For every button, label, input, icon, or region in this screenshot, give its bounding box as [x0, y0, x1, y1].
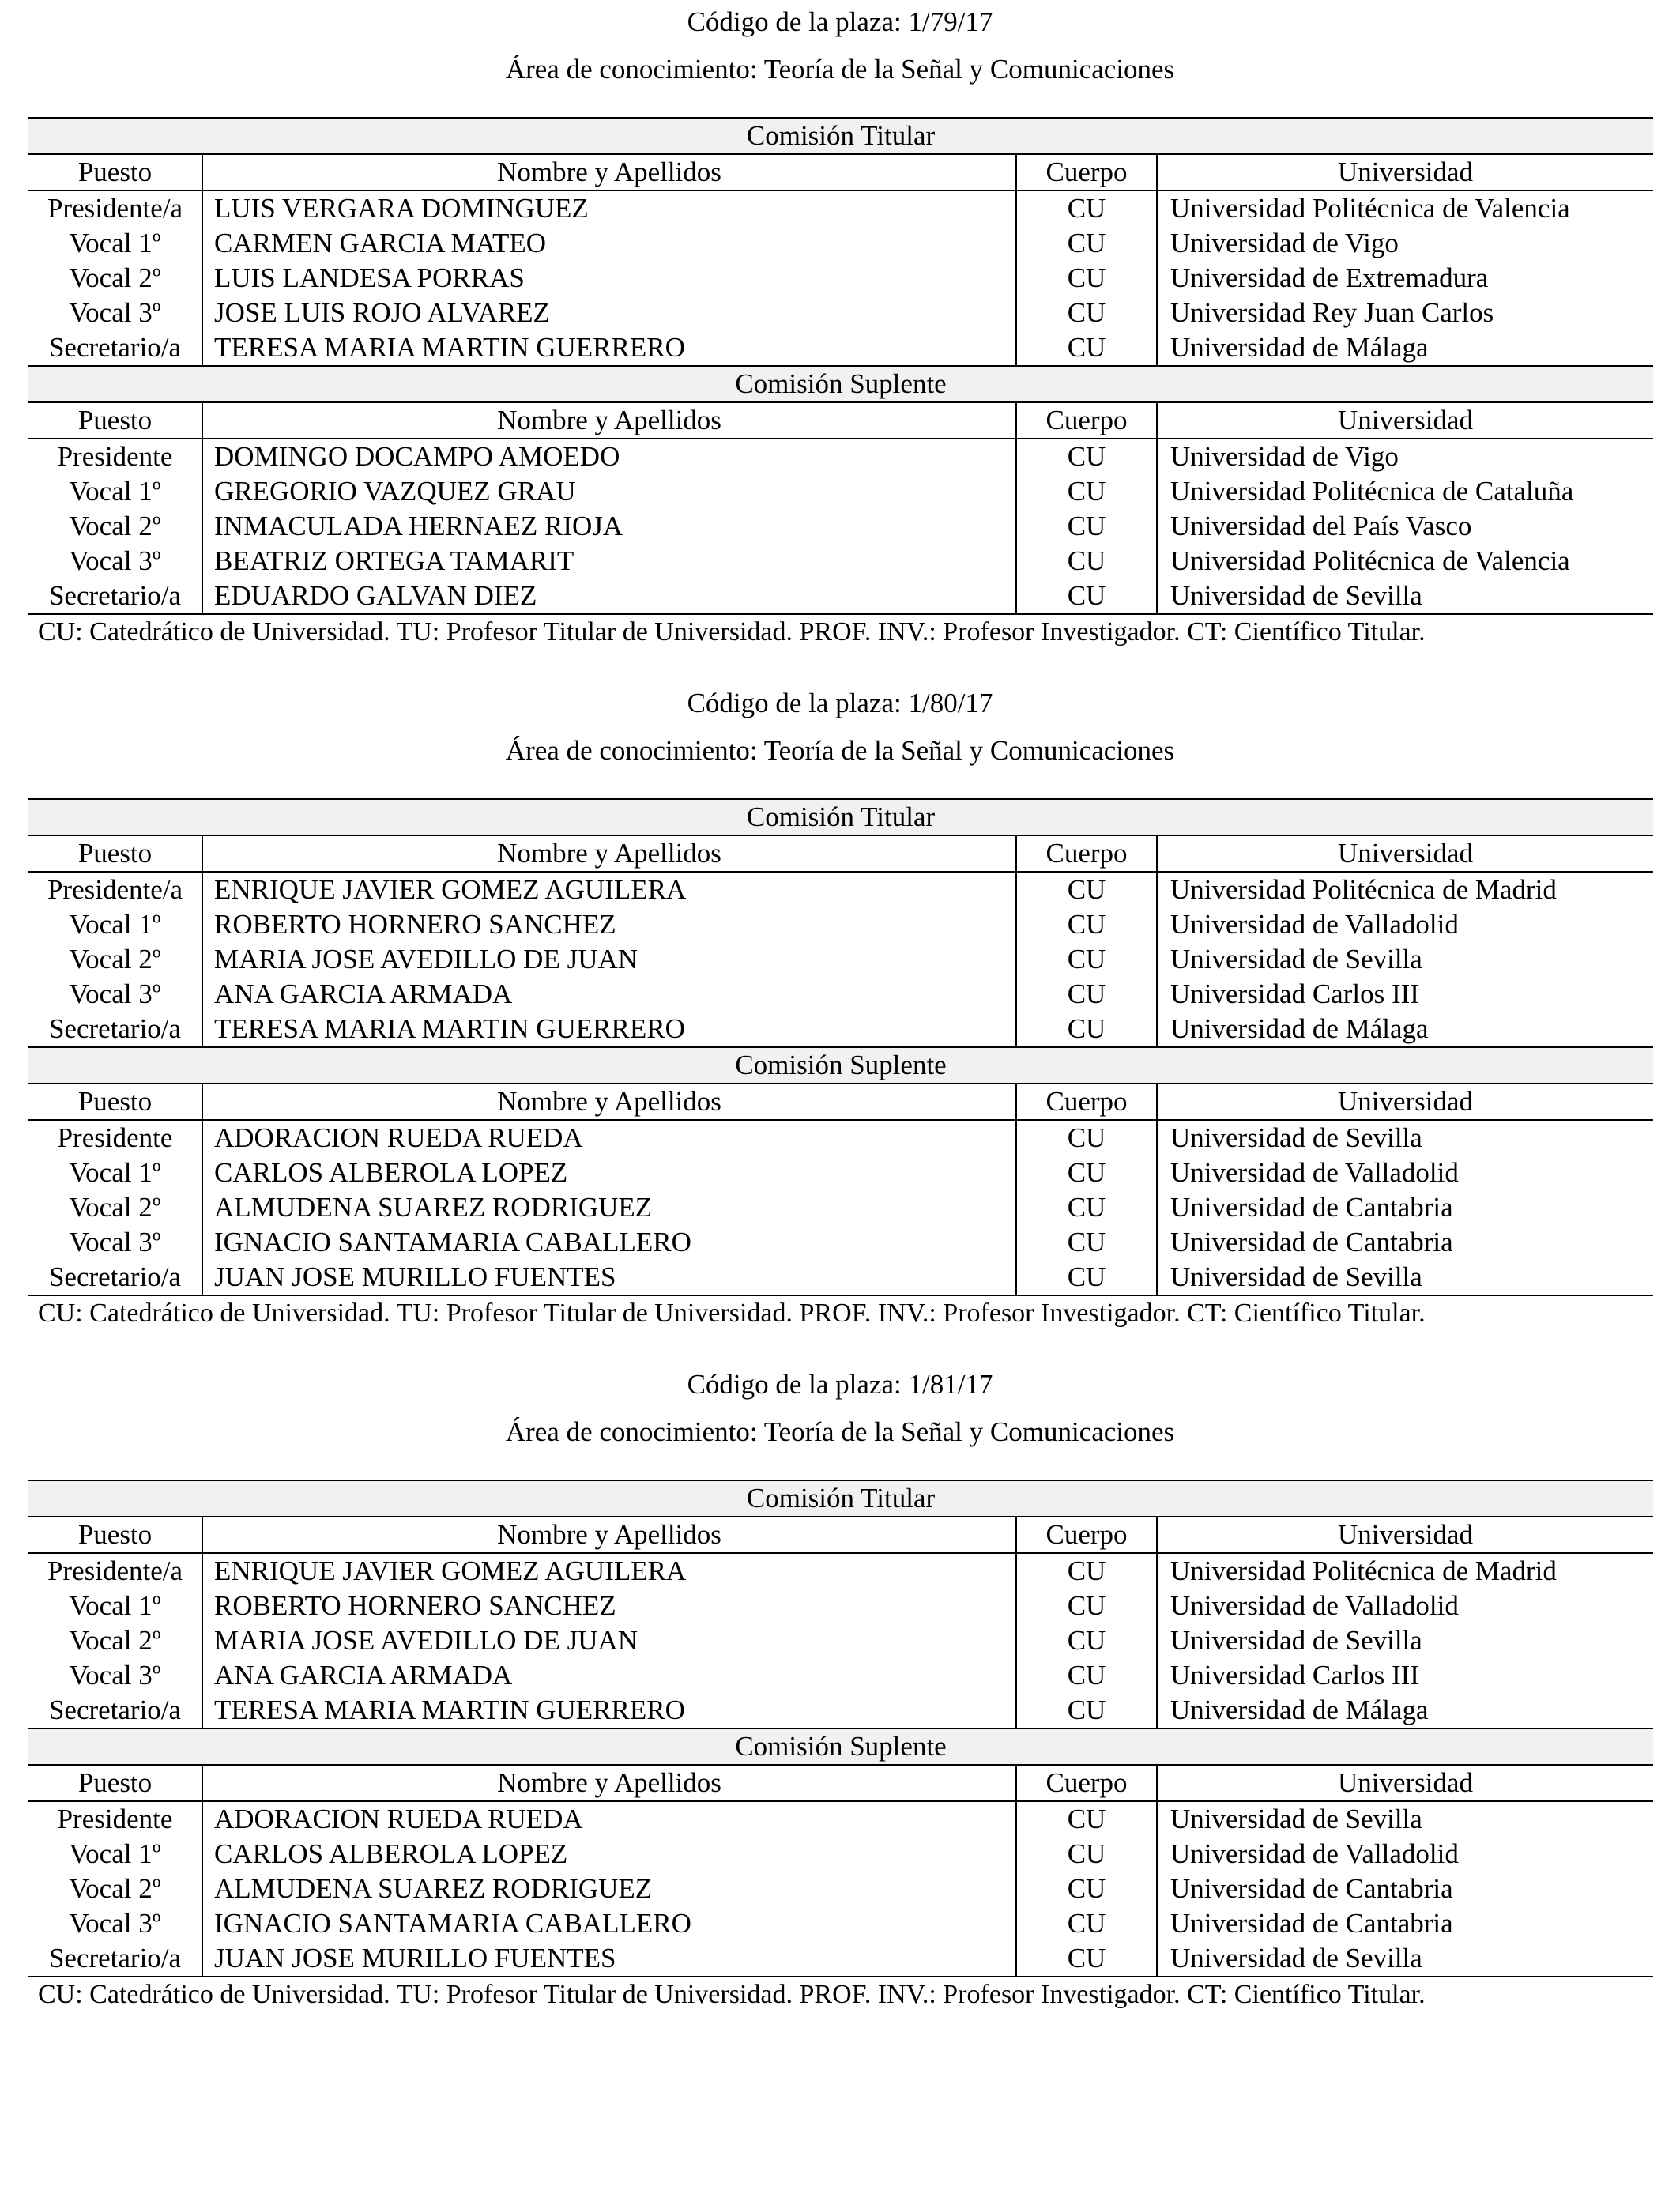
column-header-row [28, 402, 1653, 439]
member-nombre: BEATRIZ ORTEGA TAMARIT [202, 544, 1016, 579]
member-universidad: Universidad de Sevilla [1170, 1804, 1422, 1834]
table-row [28, 1906, 1653, 1941]
member-universidad: Universidad de Cantabria [1170, 1227, 1453, 1257]
member-nombre: ALMUDENA SUAREZ RODRIGUEZ [202, 1872, 1016, 1906]
member-nombre: EDUARDO GALVAN DIEZ [202, 579, 1016, 614]
table-row [28, 1801, 1653, 1837]
member-universidad: Universidad de Sevilla [1170, 1122, 1422, 1153]
table-row [28, 942, 1653, 977]
member-puesto: Vocal 2º [28, 1190, 202, 1225]
column-header-universidad: Universidad [1157, 1765, 1653, 1801]
member-nombre: DOMINGO DOCAMPO AMOEDO [202, 439, 1016, 474]
member-nombre: ADORACION RUEDA RUEDA [202, 1120, 1016, 1155]
area-conocimiento: Área de conocimiento: Teoría de la Señal y Comunicaciones [505, 54, 1175, 85]
member-universidad: Universidad Rey Juan Carlos [1170, 297, 1494, 328]
member-nombre: LUIS VERGARA DOMINGUEZ [202, 190, 1016, 226]
column-header-cuerpo: Cuerpo [1016, 154, 1157, 190]
member-universidad: Universidad Politécnica de Cataluña [1170, 476, 1574, 507]
table-row [28, 1658, 1653, 1693]
member-puesto: Presidente/a [28, 1553, 202, 1589]
member-nombre: TERESA MARIA MARTIN GUERRERO [202, 1693, 1016, 1728]
member-nombre: ALMUDENA SUAREZ RODRIGUEZ [202, 1190, 1016, 1225]
member-universidad: Universidad de Málaga [1170, 332, 1429, 363]
column-header-puesto: Puesto [28, 402, 202, 439]
member-puesto: Secretario/a [28, 330, 202, 366]
member-puesto: Secretario/a [28, 1260, 202, 1295]
column-header-row [28, 1084, 1653, 1120]
member-puesto: Secretario/a [28, 579, 202, 614]
column-header-puesto: Puesto [28, 835, 202, 872]
table-row [28, 1693, 1653, 1728]
member-universidad: Universidad de Sevilla [1170, 580, 1422, 611]
member-universidad: Universidad de Cantabria [1170, 1908, 1453, 1939]
footnote-text: CU: Catedrático de Universidad. TU: Profesor Titular de Universidad. PROF. INV.: Profesor Investigador. CT: Científico Titular. [28, 1977, 1653, 2012]
member-cuerpo: CU [1016, 509, 1157, 544]
footnote-text: CU: Catedrático de Universidad. TU: Profesor Titular de Universidad. PROF. INV.: Profesor Investigador. CT: Científico Titular. [28, 614, 1653, 650]
member-universidad: Universidad Carlos III [1170, 1660, 1419, 1691]
member-nombre: TERESA MARIA MARTIN GUERRERO [202, 330, 1016, 366]
table-row [28, 1837, 1653, 1872]
column-header-puesto: Puesto [28, 1765, 202, 1801]
member-nombre: JOSE LUIS ROJO ALVAREZ [202, 296, 1016, 330]
member-nombre: MARIA JOSE AVEDILLO DE JUAN [202, 1623, 1016, 1658]
member-cuerpo: CU [1016, 1190, 1157, 1225]
member-cuerpo: CU [1016, 1225, 1157, 1260]
member-universidad: Universidad de Valladolid [1170, 1157, 1459, 1188]
member-universidad: Universidad Politécnica de Valencia [1170, 545, 1570, 576]
member-cuerpo: CU [1016, 1012, 1157, 1047]
member-cuerpo: CU [1016, 439, 1157, 474]
member-cuerpo: CU [1016, 872, 1157, 907]
table-row [28, 1553, 1653, 1589]
column-header-universidad: Universidad [1157, 402, 1653, 439]
member-cuerpo: CU [1016, 1837, 1157, 1872]
member-puesto: Presidente [28, 439, 202, 474]
member-cuerpo: CU [1016, 226, 1157, 261]
member-nombre: JUAN JOSE MURILLO FUENTES [202, 1260, 1016, 1295]
column-header-puesto: Puesto [28, 154, 202, 190]
table-row [28, 907, 1653, 942]
member-cuerpo: CU [1016, 1872, 1157, 1906]
member-cuerpo: CU [1016, 190, 1157, 226]
column-header-cuerpo: Cuerpo [1016, 1517, 1157, 1553]
member-nombre: GREGORIO VAZQUEZ GRAU [202, 474, 1016, 509]
comision-table [28, 117, 1653, 650]
area-conocimiento: Área de conocimiento: Teoría de la Señal y Comunicaciones [505, 1416, 1175, 1447]
member-cuerpo: CU [1016, 907, 1157, 942]
member-universidad: Universidad de Sevilla [1170, 1625, 1422, 1656]
table-row [28, 190, 1653, 226]
member-cuerpo: CU [1016, 942, 1157, 977]
comision-suplente-label: Comisión Suplente [28, 366, 1653, 402]
member-cuerpo: CU [1016, 1155, 1157, 1190]
member-nombre: CARMEN GARCIA MATEO [202, 226, 1016, 261]
column-header-universidad: Universidad [1157, 835, 1653, 872]
member-cuerpo: CU [1016, 544, 1157, 579]
table-row [28, 474, 1653, 509]
column-header-cuerpo: Cuerpo [1016, 402, 1157, 439]
member-puesto: Vocal 3º [28, 1658, 202, 1693]
table-row [28, 1155, 1653, 1190]
comision-suplente-header [28, 366, 1653, 402]
member-cuerpo: CU [1016, 1658, 1157, 1693]
comision-suplente-header [28, 1728, 1653, 1765]
footnote-row [28, 1295, 1653, 1331]
comision-titular-header [28, 118, 1653, 154]
table-row [28, 1589, 1653, 1623]
column-header-puesto: Puesto [28, 1517, 202, 1553]
member-universidad: Universidad Politécnica de Madrid [1170, 874, 1557, 905]
table-row [28, 1260, 1653, 1295]
column-header-universidad: Universidad [1157, 1517, 1653, 1553]
member-nombre: ROBERTO HORNERO SANCHEZ [202, 907, 1016, 942]
area-conocimiento: Área de conocimiento: Teoría de la Señal y Comunicaciones [505, 735, 1175, 766]
member-puesto: Vocal 3º [28, 1906, 202, 1941]
column-header-cuerpo: Cuerpo [1016, 835, 1157, 872]
member-universidad: Universidad de Málaga [1170, 1695, 1429, 1725]
table-row [28, 977, 1653, 1012]
comision-titular-label: Comisión Titular [28, 118, 1653, 154]
column-header-row [28, 835, 1653, 872]
member-cuerpo: CU [1016, 296, 1157, 330]
codigo-plaza: Código de la plaza: 1/79/17 [687, 6, 993, 37]
member-puesto: Vocal 2º [28, 942, 202, 977]
member-cuerpo: CU [1016, 261, 1157, 296]
table-row [28, 1012, 1653, 1047]
table-row [28, 1120, 1653, 1155]
column-header-nombre: Nombre y Apellidos [202, 402, 1016, 439]
member-cuerpo: CU [1016, 1553, 1157, 1589]
table-row [28, 439, 1653, 474]
footnote-row [28, 1977, 1653, 2012]
member-nombre: TERESA MARIA MARTIN GUERRERO [202, 1012, 1016, 1047]
footnote-row [28, 614, 1653, 650]
member-puesto: Vocal 1º [28, 907, 202, 942]
column-header-row [28, 154, 1653, 190]
member-nombre: CARLOS ALBEROLA LOPEZ [202, 1155, 1016, 1190]
member-nombre: INMACULADA HERNAEZ RIOJA [202, 509, 1016, 544]
member-universidad: Universidad de Valladolid [1170, 1590, 1459, 1621]
member-puesto: Vocal 1º [28, 226, 202, 261]
member-puesto: Vocal 2º [28, 261, 202, 296]
member-puesto: Vocal 1º [28, 1155, 202, 1190]
table-row [28, 296, 1653, 330]
member-universidad: Universidad Politécnica de Valencia [1170, 193, 1570, 224]
column-header-cuerpo: Cuerpo [1016, 1084, 1157, 1120]
column-header-nombre: Nombre y Apellidos [202, 1765, 1016, 1801]
comision-suplente-header [28, 1047, 1653, 1084]
member-puesto: Vocal 3º [28, 544, 202, 579]
member-puesto: Vocal 1º [28, 474, 202, 509]
member-cuerpo: CU [1016, 1906, 1157, 1941]
member-puesto: Vocal 2º [28, 1872, 202, 1906]
comision-table [28, 1480, 1653, 2012]
table-row [28, 330, 1653, 366]
member-universidad: Universidad de Valladolid [1170, 909, 1459, 940]
member-cuerpo: CU [1016, 1589, 1157, 1623]
comision-titular-header [28, 799, 1653, 835]
member-universidad: Universidad de Sevilla [1170, 1943, 1422, 1973]
member-cuerpo: CU [1016, 1941, 1157, 1977]
member-cuerpo: CU [1016, 1260, 1157, 1295]
member-universidad: Universidad del País Vasco [1170, 511, 1472, 541]
member-universidad: Universidad de Cantabria [1170, 1873, 1453, 1904]
table-row [28, 226, 1653, 261]
member-nombre: ANA GARCIA ARMADA [202, 1658, 1016, 1693]
member-cuerpo: CU [1016, 977, 1157, 1012]
column-header-puesto: Puesto [28, 1084, 202, 1120]
column-header-nombre: Nombre y Apellidos [202, 154, 1016, 190]
member-puesto: Vocal 2º [28, 509, 202, 544]
column-header-row [28, 1517, 1653, 1553]
table-row [28, 261, 1653, 296]
table-row [28, 1941, 1653, 1977]
member-nombre: JUAN JOSE MURILLO FUENTES [202, 1941, 1016, 1977]
member-universidad: Universidad de Extremadura [1170, 262, 1489, 293]
member-universidad: Universidad de Vigo [1170, 228, 1399, 258]
table-row [28, 1623, 1653, 1658]
member-cuerpo: CU [1016, 330, 1157, 366]
member-puesto: Presidente [28, 1801, 202, 1837]
column-header-universidad: Universidad [1157, 1084, 1653, 1120]
column-header-cuerpo: Cuerpo [1016, 1765, 1157, 1801]
column-header-universidad: Universidad [1157, 154, 1653, 190]
column-header-row [28, 1765, 1653, 1801]
comision-titular-label: Comisión Titular [28, 1480, 1653, 1517]
comision-suplente-label: Comisión Suplente [28, 1047, 1653, 1084]
column-header-nombre: Nombre y Apellidos [202, 1517, 1016, 1553]
member-puesto: Vocal 3º [28, 977, 202, 1012]
comision-suplente-label: Comisión Suplente [28, 1728, 1653, 1765]
member-nombre: ROBERTO HORNERO SANCHEZ [202, 1589, 1016, 1623]
footnote-text: CU: Catedrático de Universidad. TU: Profesor Titular de Universidad. PROF. INV.: Profesor Investigador. CT: Científico Titular. [28, 1295, 1653, 1331]
table-row [28, 1872, 1653, 1906]
codigo-plaza: Código de la plaza: 1/80/17 [687, 688, 993, 718]
codigo-plaza: Código de la plaza: 1/81/17 [687, 1369, 993, 1400]
member-puesto: Vocal 2º [28, 1623, 202, 1658]
member-puesto: Vocal 3º [28, 296, 202, 330]
member-universidad: Universidad Carlos III [1170, 978, 1419, 1009]
member-cuerpo: CU [1016, 1801, 1157, 1837]
table-row [28, 1225, 1653, 1260]
member-nombre: LUIS LANDESA PORRAS [202, 261, 1016, 296]
member-nombre: IGNACIO SANTAMARIA CABALLERO [202, 1225, 1016, 1260]
member-cuerpo: CU [1016, 474, 1157, 509]
member-nombre: MARIA JOSE AVEDILLO DE JUAN [202, 942, 1016, 977]
member-puesto: Vocal 1º [28, 1589, 202, 1623]
member-puesto: Secretario/a [28, 1941, 202, 1977]
member-puesto: Presidente [28, 1120, 202, 1155]
comision-titular-label: Comisión Titular [28, 799, 1653, 835]
member-universidad: Universidad de Valladolid [1170, 1838, 1459, 1869]
member-universidad: Universidad de Sevilla [1170, 944, 1422, 974]
table-row [28, 509, 1653, 544]
member-universidad: Universidad de Cantabria [1170, 1192, 1453, 1223]
comision-titular-header [28, 1480, 1653, 1517]
column-header-nombre: Nombre y Apellidos [202, 1084, 1016, 1120]
member-nombre: ADORACION RUEDA RUEDA [202, 1801, 1016, 1837]
member-cuerpo: CU [1016, 579, 1157, 614]
member-cuerpo: CU [1016, 1693, 1157, 1728]
member-puesto: Presidente/a [28, 872, 202, 907]
member-nombre: ENRIQUE JAVIER GOMEZ AGUILERA [202, 1553, 1016, 1589]
column-header-nombre: Nombre y Apellidos [202, 835, 1016, 872]
member-nombre: CARLOS ALBEROLA LOPEZ [202, 1837, 1016, 1872]
member-puesto: Secretario/a [28, 1693, 202, 1728]
member-cuerpo: CU [1016, 1623, 1157, 1658]
table-row [28, 544, 1653, 579]
member-cuerpo: CU [1016, 1120, 1157, 1155]
member-universidad: Universidad Politécnica de Madrid [1170, 1555, 1557, 1586]
table-row [28, 1190, 1653, 1225]
member-nombre: ENRIQUE JAVIER GOMEZ AGUILERA [202, 872, 1016, 907]
member-universidad: Universidad de Vigo [1170, 441, 1399, 472]
member-universidad: Universidad de Málaga [1170, 1013, 1429, 1044]
member-puesto: Vocal 1º [28, 1837, 202, 1872]
table-row [28, 872, 1653, 907]
table-row [28, 579, 1653, 614]
member-puesto: Presidente/a [28, 190, 202, 226]
member-universidad: Universidad de Sevilla [1170, 1261, 1422, 1292]
member-nombre: IGNACIO SANTAMARIA CABALLERO [202, 1906, 1016, 1941]
comision-table [28, 798, 1653, 1331]
member-nombre: ANA GARCIA ARMADA [202, 977, 1016, 1012]
member-puesto: Vocal 3º [28, 1225, 202, 1260]
member-puesto: Secretario/a [28, 1012, 202, 1047]
